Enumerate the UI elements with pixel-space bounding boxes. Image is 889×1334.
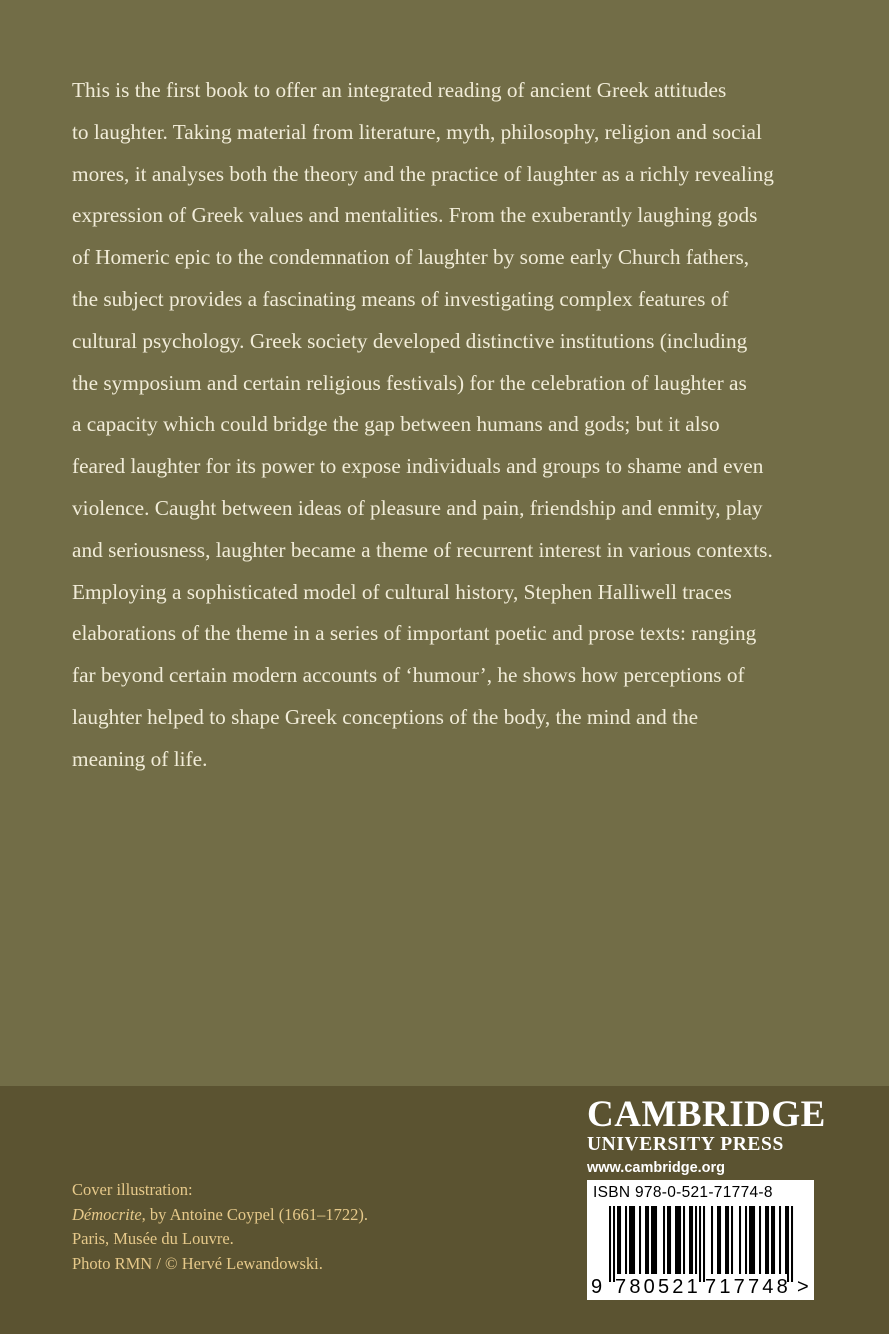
blurb-line: elaborations of the theme in a series of important poetic and prose texts: ranging [72, 621, 757, 646]
barcode-bar [773, 1206, 775, 1274]
barcode-quiet-mark: > [797, 1276, 809, 1298]
barcode-bar [779, 1206, 781, 1274]
barcode-bar [791, 1206, 793, 1282]
blurb-line: laughter helped to shape Greek conceptions of the body, the mind and the [72, 704, 699, 729]
barcode-bar [617, 1206, 619, 1274]
credit-line: Cover illustration: [72, 1180, 193, 1199]
publisher-logo [587, 1094, 826, 1180]
barcode-bar [719, 1206, 721, 1274]
credit-line [72, 1203, 368, 1228]
blurb-line: feared laughter for its power to expose individuals and groups to shame and even [72, 454, 764, 479]
barcode-bar [691, 1206, 693, 1274]
barcode-bar [625, 1206, 627, 1274]
barcode-bar [695, 1206, 697, 1274]
blurb-line: meaning of life. [72, 746, 208, 771]
barcode-bar [771, 1206, 773, 1274]
barcode-bar [787, 1206, 789, 1282]
blurb-line: mores, it analyses both the theory and the practice of laughter as a richly revealing [72, 161, 774, 186]
credit-line: Photo RMN / © Hervé Lewandowski. [72, 1253, 323, 1273]
barcode-bar [703, 1206, 705, 1282]
publisher-website: www.cambridge.org [587, 1160, 726, 1176]
blurb-line: cultural psychology. Greek society developed distinctive institutions (including [72, 328, 748, 353]
barcode-bar [645, 1206, 647, 1274]
barcode-bar [683, 1206, 685, 1274]
blurb-line: a capacity which could bridge the gap between humans and gods; but it also [72, 412, 720, 437]
barcode-bar [717, 1206, 719, 1274]
barcode-bar [655, 1206, 657, 1274]
barcode-bar [679, 1206, 681, 1274]
cover-credits [72, 1178, 368, 1276]
barcode-bar [675, 1206, 677, 1274]
barcode-bar [699, 1206, 701, 1282]
barcode-bar [669, 1206, 671, 1274]
blurb-line: Employing a sophisticated model of cultural history, Stephen Halliwell traces [72, 579, 732, 604]
barcode-bar [727, 1206, 729, 1274]
barcode-bar [631, 1206, 633, 1274]
barcode-bar [609, 1206, 611, 1282]
barcode-bar [745, 1206, 747, 1274]
barcode-bar [663, 1206, 665, 1274]
barcode-bar [651, 1206, 653, 1274]
barcode-bar [653, 1206, 655, 1274]
isbn-label: ISBN 978-0-521-71774-8 [593, 1184, 773, 1201]
blurb-line: the subject provides a fascinating means of investigating complex features of [72, 286, 729, 311]
artwork-artist: , by Antoine Coypel (1661–1722). [141, 1204, 369, 1224]
barcode-bar [767, 1206, 769, 1274]
barcode-bar [639, 1206, 641, 1274]
credit-line: Paris, Musée du Louvre. [72, 1229, 234, 1249]
blurb-line: to laughter. Taking material from literature, myth, philosophy, religion and social [72, 119, 762, 144]
barcode-bar [749, 1206, 751, 1274]
barcode-bar [629, 1206, 631, 1274]
publisher-name: CAMBRIDGE [587, 1094, 826, 1135]
barcode-bar [711, 1206, 713, 1274]
blurb-line: and seriousness, laughter became a theme of recurrent interest in various contexts. [72, 537, 773, 562]
blurb-line: of Homeric epic to the condemnation of laughter by some early Church fathers, [72, 245, 750, 270]
blurb-line: expression of Greek values and mentalities. From the exuberantly laughing gods [72, 203, 758, 228]
barcode-bar [633, 1206, 635, 1274]
isbn-barcode [587, 1180, 814, 1300]
barcode-bar [619, 1206, 621, 1274]
barcode-digit-first: 9 [591, 1276, 603, 1298]
barcode-bar [647, 1206, 649, 1274]
publisher-subtitle: UNIVERSITY PRESS [587, 1134, 784, 1155]
barcode-bar [613, 1206, 615, 1282]
barcode-bar [739, 1206, 741, 1274]
barcode-bar [759, 1206, 761, 1274]
blurb-line: the symposium and certain religious festivals) for the celebration of laughter as [72, 370, 747, 395]
barcode-digits-right: 717748 [705, 1276, 791, 1298]
barcode-bar [785, 1206, 787, 1274]
blurb-line: This is the first book to offer an integrated reading of ancient Greek attitudes [72, 78, 727, 102]
barcode-bar [667, 1206, 669, 1274]
blurb-text [72, 70, 832, 781]
barcode-bar [689, 1206, 691, 1274]
blurb-line: violence. Caught between ideas of pleasure and pain, friendship and enmity, play [72, 495, 763, 520]
barcode-digits-left: 780521 [615, 1276, 701, 1298]
barcode-bar [753, 1206, 755, 1274]
barcode-bar [731, 1206, 733, 1274]
blurb-line: far beyond certain modern accounts of ‘humour’, he shows how perceptions of [72, 663, 745, 688]
barcode-bar [725, 1206, 727, 1274]
barcode-bar [751, 1206, 753, 1274]
barcode-bar [677, 1206, 679, 1274]
artwork-title: Démocrite [72, 1204, 142, 1224]
barcode-bar [765, 1206, 767, 1274]
